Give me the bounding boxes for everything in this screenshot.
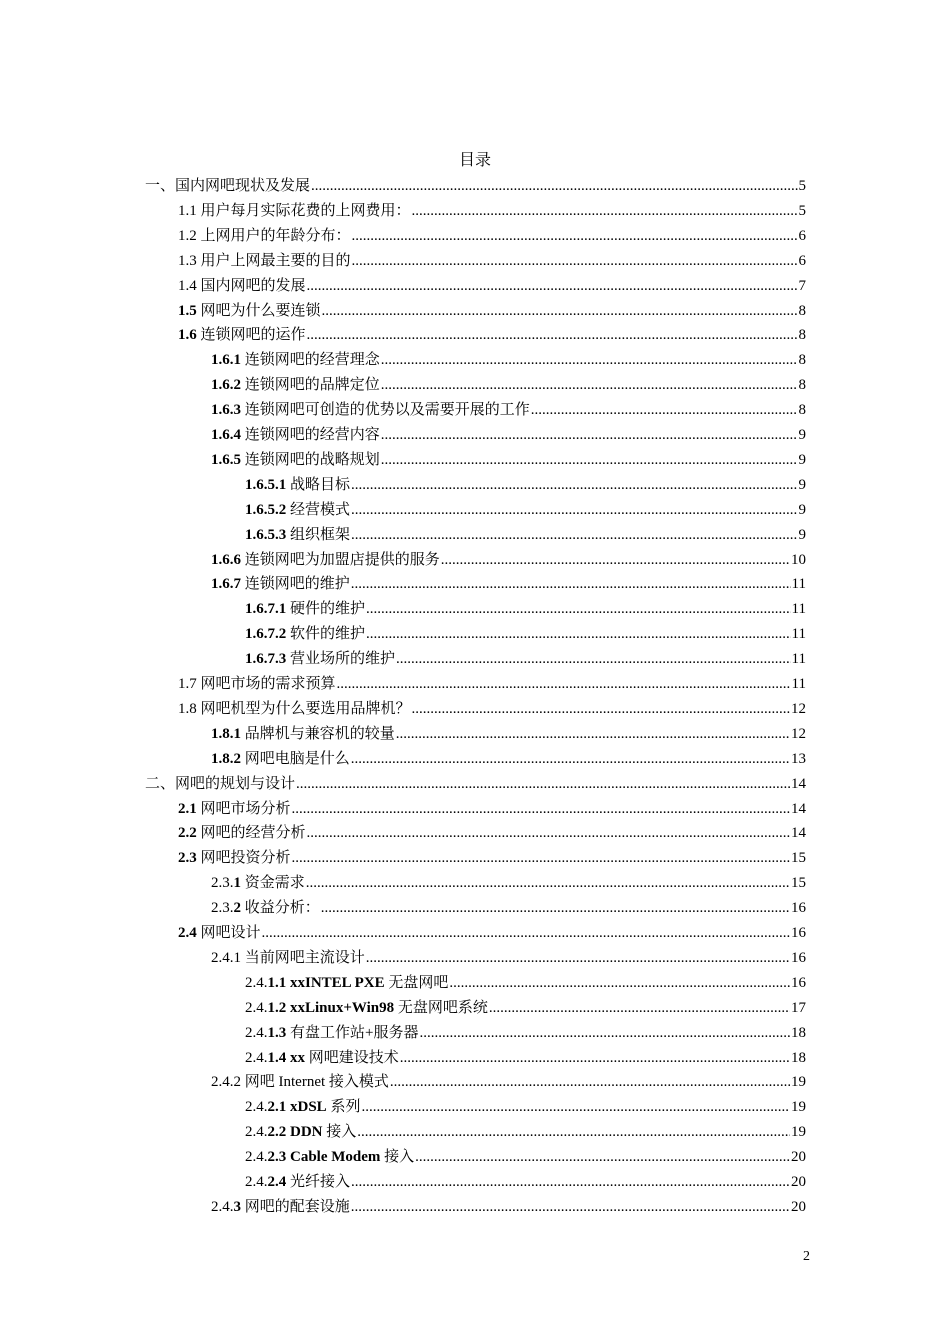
toc-entry-title: [245, 971, 448, 996]
toc-entry-text: 网吧为什么要连锁: [196, 302, 321, 319]
toc-entry-text: 软件的维护: [286, 626, 366, 643]
toc-entry-page: 9: [798, 526, 806, 543]
toc-entry-bold-number: 1.5: [178, 302, 197, 319]
toc-entry-title: [211, 946, 365, 971]
toc-entry-number: 2.4.: [245, 974, 268, 991]
toc-entry[interactable]: [245, 622, 806, 647]
toc-entry-page: 15: [791, 850, 806, 867]
toc-entry[interactable]: [178, 249, 806, 274]
dot-leader: [306, 871, 790, 896]
toc-entry-title: [178, 199, 411, 224]
toc-entry[interactable]: [211, 548, 806, 573]
dot-leader: [381, 373, 798, 398]
toc-entry-title: [178, 672, 336, 697]
toc-entry-page: 19: [791, 1074, 806, 1091]
toc-entry-bold-number: 1.8.1: [211, 725, 241, 742]
toc-entry-number: 1.7: [178, 676, 201, 692]
toc-entry-bold-number: 2.4: [267, 1174, 287, 1190]
toc-entry-number: 2.4.: [245, 1124, 268, 1141]
toc-entry-page: 8: [798, 302, 806, 319]
toc-entry-page: 5: [798, 202, 806, 219]
toc-entry-text: 上网用户的年龄分布：: [200, 227, 351, 244]
toc-entry-page: 8: [798, 352, 806, 369]
toc-entry-text: 硬件的维护: [286, 601, 366, 618]
toc-entry-bold-number: 1.6.5.1: [245, 476, 287, 493]
toc-entry-bold-number: 1.6.5.3: [245, 526, 287, 543]
toc-entry-bold-number: 2.1 xDSL: [267, 1099, 327, 1116]
dot-leader: [390, 1070, 790, 1095]
dot-leader: [419, 1021, 790, 1046]
toc-entry[interactable]: [178, 224, 806, 249]
toc-entry-text: 国内网吧的发展: [200, 277, 306, 294]
toc-entry-title: [211, 373, 380, 398]
toc-entry-bold-number: 1.6.5.2: [245, 501, 287, 518]
toc-entry-title: [211, 722, 395, 747]
toc-entry[interactable]: [211, 423, 806, 448]
toc-entry[interactable]: [245, 971, 806, 996]
toc-entry-bold-number: 1.1 xxINTEL PXE: [267, 974, 385, 991]
toc-entry[interactable]: [245, 523, 806, 548]
toc-entry-number: 2.4.: [245, 1049, 268, 1066]
toc-entry-title: [178, 697, 411, 722]
toc-entry[interactable]: [178, 199, 806, 224]
toc-entry-title: [245, 523, 350, 548]
toc-entry[interactable]: [245, 473, 806, 498]
toc-entry-page: 14: [791, 775, 806, 792]
toc-entry-bold-number: 2.3 Cable Modem: [267, 1149, 381, 1166]
toc-entry-number: 2.3.: [211, 875, 234, 892]
dot-leader: [311, 174, 797, 199]
dot-leader: [366, 946, 790, 971]
toc-entry-page: 18: [791, 1049, 806, 1066]
toc-entry-page: 14: [791, 800, 806, 817]
toc-entry[interactable]: [178, 846, 806, 871]
toc-entry-page: 19: [791, 1099, 806, 1116]
toc-entry-page: 11: [791, 626, 806, 643]
dot-leader: [337, 672, 791, 697]
toc-entry-page: 19: [791, 1124, 806, 1141]
dot-leader: [412, 199, 798, 224]
toc-entry[interactable]: [178, 797, 806, 822]
toc-entry-text: 连锁网吧为加盟店提供的服务: [241, 551, 440, 568]
toc-entry-text: 网吧 Internet 接入模式: [244, 1074, 389, 1091]
dot-leader: [351, 572, 791, 597]
toc-entry-text: 接入: [380, 1149, 415, 1166]
toc-entry-title: [145, 174, 310, 199]
toc-entry[interactable]: [211, 896, 806, 921]
toc-entry-title: [211, 348, 380, 373]
toc-entry-page: 12: [791, 700, 806, 717]
toc-entry[interactable]: [145, 174, 806, 199]
toc-entry-bold-number: 1.6.7: [211, 576, 241, 593]
toc-entry-page: 8: [798, 377, 806, 394]
toc-entry-page: 11: [791, 601, 806, 618]
toc-entry-number: 2.4.: [245, 1174, 268, 1190]
toc-entry-number: 2.4.: [245, 999, 268, 1016]
toc-entry-title: [245, 647, 395, 672]
toc-entry-title: [211, 572, 350, 597]
dot-leader: [352, 224, 798, 249]
dot-leader: [307, 821, 790, 846]
toc-entry-number: 2.4.: [245, 1099, 268, 1116]
dot-leader: [381, 348, 798, 373]
dot-leader: [489, 996, 790, 1021]
toc-title: 目录: [458, 152, 491, 169]
toc-entry-text: 二、网吧的规划与设计: [145, 775, 296, 792]
toc-entry[interactable]: [178, 697, 806, 722]
dot-leader: [366, 622, 791, 647]
toc-entry-text: 无盘网吧: [384, 974, 449, 991]
toc-entry[interactable]: [178, 821, 806, 846]
toc-entry-text: 接入: [322, 1124, 357, 1141]
toc-entry[interactable]: [245, 1046, 806, 1071]
toc-entry-title: [245, 498, 350, 523]
toc-entry-bold-number: 1.6: [178, 327, 197, 344]
dot-leader: [307, 274, 798, 299]
toc-entry-title: [211, 896, 320, 921]
dot-leader: [352, 249, 798, 274]
toc-entry-page: 9: [798, 501, 806, 518]
dot-leader: [351, 1195, 790, 1220]
toc-entry-title: [245, 996, 488, 1021]
toc-entry-page: 20: [791, 1198, 806, 1215]
dot-leader: [415, 1145, 790, 1170]
toc-entry-bold-number: 1.6.3: [211, 402, 241, 419]
toc-entry-text: 有盘工作站+服务器: [286, 1024, 419, 1041]
dot-leader: [351, 1170, 790, 1195]
toc-entry-page: 13: [791, 750, 806, 767]
dot-leader: [396, 722, 790, 747]
toc-entry-title: [245, 1046, 399, 1071]
toc-entry-text: 品牌机与兼容机的较量: [241, 725, 395, 742]
toc-entry-bold-number: 2.3: [178, 850, 197, 867]
toc-entry[interactable]: [211, 871, 806, 896]
toc-entry[interactable]: [245, 498, 806, 523]
toc-entry[interactable]: [211, 747, 806, 772]
toc-entry-page: 16: [791, 974, 806, 991]
toc-entry[interactable]: [245, 1021, 806, 1046]
toc-entry[interactable]: [245, 996, 806, 1021]
toc-entry-text: 连锁网吧可创造的优势以及需要开展的工作: [241, 402, 530, 419]
toc-entry-bold-number: 1.6.6: [211, 551, 241, 568]
dot-leader: [361, 1095, 790, 1120]
toc-entry[interactable]: [211, 722, 806, 747]
toc-entry-title: [245, 1145, 414, 1170]
dot-leader: [307, 323, 798, 348]
toc-entry-page: 6: [798, 227, 806, 244]
toc-entry[interactable]: [211, 448, 806, 473]
toc-entry[interactable]: [211, 946, 806, 971]
toc-entry-page: 9: [798, 451, 806, 468]
toc-entry-text: 网吧设计: [196, 925, 261, 941]
toc-entry-title: [211, 747, 350, 772]
toc-entry-text: 当前网吧主流设计: [244, 949, 365, 966]
toc-entry-text: 组织框架: [286, 526, 351, 543]
dot-leader: [400, 1046, 790, 1071]
toc-entry-number: 1.4: [178, 277, 201, 294]
toc-entry-number: 2.4.: [211, 1198, 234, 1215]
dot-leader: [292, 797, 790, 822]
toc-entry-text: 资金需求: [241, 875, 305, 892]
toc-entry-page: 18: [791, 1024, 806, 1041]
toc-entry-bold-number: 1.6.4: [211, 427, 241, 443]
dot-leader: [396, 647, 791, 672]
toc-entry[interactable]: [211, 398, 806, 423]
toc-entry-title: [178, 224, 351, 249]
toc-entry-page: 16: [791, 925, 806, 941]
toc-entry-page: 20: [791, 1149, 806, 1166]
toc-entry-title: [178, 274, 306, 299]
toc-entry-number: 2.4.1: [211, 949, 245, 966]
toc-entry-text: 经营模式: [286, 501, 351, 518]
toc-entry-title: [211, 398, 530, 423]
toc-entry-title: [178, 921, 261, 946]
toc-entry-bold-number: 2.4: [178, 925, 197, 941]
toc-entry-text: 用户每月实际花费的上网费用：: [200, 202, 411, 219]
toc-entry-text: 网吧电脑是什么: [241, 750, 350, 767]
toc-entry[interactable]: [178, 921, 806, 946]
toc-entry-bold-number: 2.1: [178, 800, 197, 817]
toc-entry-page: 9: [798, 427, 806, 443]
toc-entry-title: [178, 249, 351, 274]
toc-entry-page: 5: [798, 178, 806, 194]
toc-entry[interactable]: [145, 772, 806, 797]
toc-entry-text: 收益分析：: [241, 900, 320, 917]
toc-entry-title: [178, 323, 306, 348]
dot-leader: [441, 548, 790, 573]
toc-entry-number: 2.4.2: [211, 1074, 245, 1091]
toc-entry-text: 连锁网吧的经营理念: [241, 352, 380, 369]
dot-leader: [531, 398, 798, 423]
dot-leader: [351, 747, 790, 772]
toc-entry-text: 连锁网吧的运作: [196, 327, 306, 344]
dot-leader: [357, 1120, 790, 1145]
toc-entry-title: [211, 448, 380, 473]
toc-entry-title: [245, 1021, 418, 1046]
toc-entry-page: 14: [791, 825, 806, 842]
toc-entry-text: 连锁网吧的维护: [241, 576, 350, 593]
toc-entry-number: 1.3: [178, 252, 201, 269]
toc-entry[interactable]: [211, 1070, 806, 1095]
toc-entry-bold-number: 1.8.2: [211, 750, 241, 767]
toc-entry-page: 12: [791, 725, 806, 742]
dot-leader: [381, 448, 798, 473]
dot-leader: [322, 299, 798, 324]
dot-leader: [366, 597, 791, 622]
toc-entry-bold-number: 1.2 xxLinux+Win98: [267, 999, 395, 1016]
toc-entry-text: 光纤接入: [286, 1174, 351, 1190]
toc-entry-text: 系列: [326, 1099, 361, 1116]
toc-entry-text: 无盘网吧系统: [394, 999, 488, 1016]
dot-leader: [292, 846, 790, 871]
dot-leader: [351, 473, 797, 498]
toc-entry-bold-number: 1.4 xx: [267, 1049, 305, 1066]
toc-entry-bold-number: 1.6.5: [211, 451, 241, 468]
dot-leader: [381, 423, 798, 448]
toc-entry[interactable]: [211, 348, 806, 373]
toc-entry-title: [211, 423, 380, 448]
toc-entry-title: [245, 1170, 350, 1195]
toc-entry-text: 网吧市场分析: [196, 800, 291, 817]
toc-entry[interactable]: [178, 672, 806, 697]
toc-entry-page: 20: [791, 1174, 806, 1190]
toc-entry-bold-number: 1: [233, 875, 241, 892]
toc-entry-number: 2.4.: [245, 1024, 268, 1041]
toc-entry-title: [178, 797, 291, 822]
toc-entry-bold-number: 1.6.7.2: [245, 626, 287, 643]
toc-entry-title: [145, 772, 295, 797]
toc-entry-title: [245, 473, 350, 498]
dot-leader: [412, 697, 790, 722]
page-number: 2: [803, 1249, 810, 1264]
toc-entry-bold-number: 1.6.2: [211, 377, 241, 394]
toc-entry-bold-number: 1.6.7.3: [245, 651, 287, 668]
toc-entry[interactable]: [211, 373, 806, 398]
toc-entry-bold-number: 1.3: [267, 1024, 287, 1041]
toc-entry-text: 连锁网吧的品牌定位: [241, 377, 380, 394]
toc-entry-page: 7: [798, 277, 806, 294]
toc-entry-title: [211, 548, 440, 573]
toc-entry-text: 一、国内网吧现状及发展: [145, 178, 311, 194]
dot-leader: [449, 971, 790, 996]
toc-entry[interactable]: [245, 1145, 806, 1170]
toc-entry[interactable]: [245, 1120, 806, 1145]
toc-entry-text: 连锁网吧的经营内容: [241, 427, 380, 443]
dot-leader: [351, 523, 797, 548]
toc-entry-title: [245, 1095, 360, 1120]
toc-entry-page: 16: [791, 900, 806, 917]
toc-entry-title: [211, 1195, 350, 1220]
toc-entry-text: 用户上网最主要的目的: [200, 252, 351, 269]
toc-entry-page: 17: [791, 999, 806, 1016]
toc-entry-text: 网吧市场的需求预算: [200, 676, 336, 692]
toc-entry-text: 网吧机型为什么要选用品牌机？: [200, 700, 411, 717]
toc-entry-page: 8: [798, 327, 806, 344]
toc-entry-text: 网吧的配套设施: [241, 1198, 350, 1215]
toc-entry[interactable]: [245, 1170, 806, 1195]
toc-entry-page: 9: [798, 476, 806, 493]
dot-leader: [296, 772, 790, 797]
toc-entry-bold-number: 2.2 DDN: [267, 1124, 323, 1141]
toc-entry-text: 网吧建设技术: [305, 1049, 399, 1066]
toc-entry[interactable]: [178, 299, 806, 324]
toc-entry[interactable]: [178, 274, 806, 299]
toc-entry-text: 战略目标: [286, 476, 351, 493]
toc-entry[interactable]: [211, 1195, 806, 1220]
toc-entry-title: [245, 597, 365, 622]
toc-entry-text: 网吧的经营分析: [196, 825, 306, 842]
toc-entry[interactable]: [245, 597, 806, 622]
dot-leader: [351, 498, 797, 523]
toc-entry-title: [178, 846, 291, 871]
toc-entry-page: 11: [791, 651, 806, 668]
dot-leader: [262, 921, 790, 946]
toc-entry-number: 2.4.: [245, 1149, 268, 1166]
toc-entry-page: 11: [791, 576, 806, 593]
toc-entry-bold-number: 2.2: [178, 825, 197, 842]
toc-entry-page: 11: [791, 676, 806, 692]
toc-entry-number: 2.3.: [211, 900, 234, 917]
toc-entry[interactable]: [211, 572, 806, 597]
toc-entry-title: [178, 299, 321, 324]
toc-entry-page: 16: [791, 949, 806, 966]
toc-entry-text: 营业场所的维护: [286, 651, 396, 668]
toc-entry-title: [211, 871, 305, 896]
dot-leader: [321, 896, 790, 921]
toc-entry-title: [211, 1070, 389, 1095]
toc-entry-title: [245, 1120, 356, 1145]
toc-entry-bold-number: 3: [233, 1198, 241, 1215]
toc-entry-number: 1.1: [178, 202, 201, 219]
toc-entry-page: 10: [791, 551, 806, 568]
toc-entry-page: 8: [798, 402, 806, 419]
toc-entry[interactable]: [245, 1095, 806, 1120]
toc-entry-bold-number: 1.6.1: [211, 352, 241, 369]
toc-entry-bold-number: 1.6.7.1: [245, 601, 287, 618]
toc-entry-title: [245, 622, 365, 647]
toc-entry[interactable]: [178, 323, 806, 348]
toc-entry-number: 1.2: [178, 227, 201, 244]
toc-entry-title: [178, 821, 306, 846]
toc-entry-bold-number: 2: [233, 900, 241, 917]
toc-entry-page: 6: [798, 252, 806, 269]
toc-entry-number: 1.8: [178, 700, 201, 717]
toc-entry-page: 15: [791, 875, 806, 892]
toc-entry-text: 连锁网吧的战略规划: [241, 451, 380, 468]
toc-entry[interactable]: [245, 647, 806, 672]
toc-entry-text: 网吧投资分析: [196, 850, 291, 867]
